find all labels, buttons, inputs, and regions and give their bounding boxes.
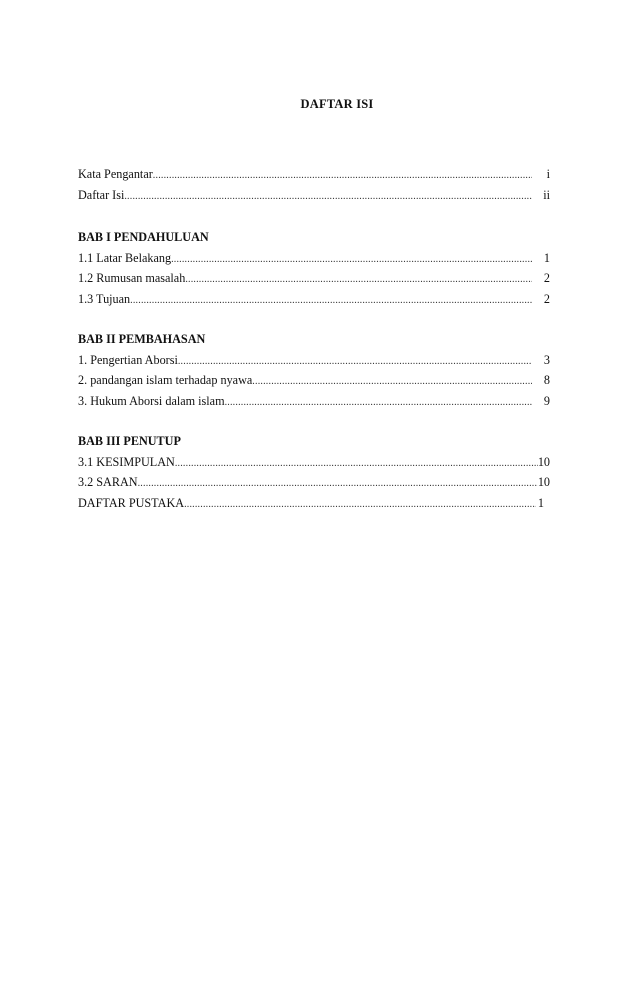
toc-page-number: 1 — [537, 495, 544, 510]
toc-leader-dots — [153, 166, 532, 186]
toc-page-number: 10 — [537, 475, 550, 489]
toc-page-number: 9 — [543, 393, 550, 408]
toc-label: 1.3 Tujuan — [78, 291, 131, 306]
toc-page-number: 1 — [543, 250, 550, 265]
toc-page-number: 10 — [537, 454, 550, 469]
toc-label: 2. pandangan islam terhadap nyawa — [78, 373, 253, 387]
toc-row-daftar-pustaka[interactable] — [78, 493, 544, 514]
toc-heading-bab-1: BAB I PENDAHULUAN — [78, 230, 209, 244]
toc-label: 1.1 Latar Belakang — [78, 250, 172, 265]
toc-label: 1. Pengertian Aborsi — [78, 352, 178, 367]
toc-row-kesimpulan[interactable] — [78, 452, 550, 473]
toc-label: DAFTAR PUSTAKA — [78, 495, 185, 510]
toc-row-hukum-aborsi[interactable] — [78, 391, 550, 412]
toc-page-number: 2 — [543, 291, 550, 306]
toc-page-number: 8 — [543, 373, 550, 387]
toc-label: 3.2 SARAN — [78, 475, 138, 489]
toc-heading-bab-3: BAB III PENUTUP — [78, 434, 181, 448]
toc-row-rumusan-masalah[interactable] — [78, 268, 550, 289]
toc-row-pandangan-islam[interactable] — [78, 370, 550, 391]
toc-heading-bab-2: BAB II PEMBAHASAN — [78, 332, 206, 346]
toc-row-kata-pengantar[interactable] — [78, 164, 550, 185]
toc-label: 3. Hukum Aborsi dalam islam — [78, 393, 225, 408]
toc-leader-dots — [184, 495, 536, 515]
toc-leader-dots — [138, 474, 538, 494]
table-of-contents — [78, 164, 550, 513]
page-title-text: DAFTAR ISI — [300, 97, 374, 111]
toc-leader-dots — [178, 352, 532, 372]
toc-leader-dots — [252, 372, 532, 392]
toc-label: 3.1 KESIMPULAN — [78, 454, 175, 469]
toc-page-number: ii — [543, 187, 550, 202]
toc-leader-dots — [185, 270, 532, 290]
toc-row-daftar-isi[interactable] — [78, 185, 550, 206]
toc-page-number: 3 — [543, 352, 550, 367]
toc-label: Kata Pengantar — [78, 167, 153, 181]
toc-page-number: 2 — [543, 271, 550, 285]
toc-row-latar-belakang[interactable] — [78, 248, 550, 269]
toc-label: 1.2 Rumusan masalah — [78, 271, 186, 285]
toc-leader-dots — [130, 291, 532, 311]
page-title — [0, 97, 638, 112]
toc-row-pengertian-aborsi[interactable] — [78, 350, 550, 371]
toc-leader-dots — [124, 187, 532, 207]
toc-row-tujuan[interactable] — [78, 289, 550, 310]
toc-row-saran[interactable] — [78, 472, 550, 493]
toc-page-number: i — [546, 167, 550, 181]
toc-leader-dots — [175, 454, 538, 474]
toc-leader-dots — [171, 250, 532, 270]
toc-label: Daftar Isi — [78, 187, 125, 202]
toc-leader-dots — [225, 393, 532, 413]
